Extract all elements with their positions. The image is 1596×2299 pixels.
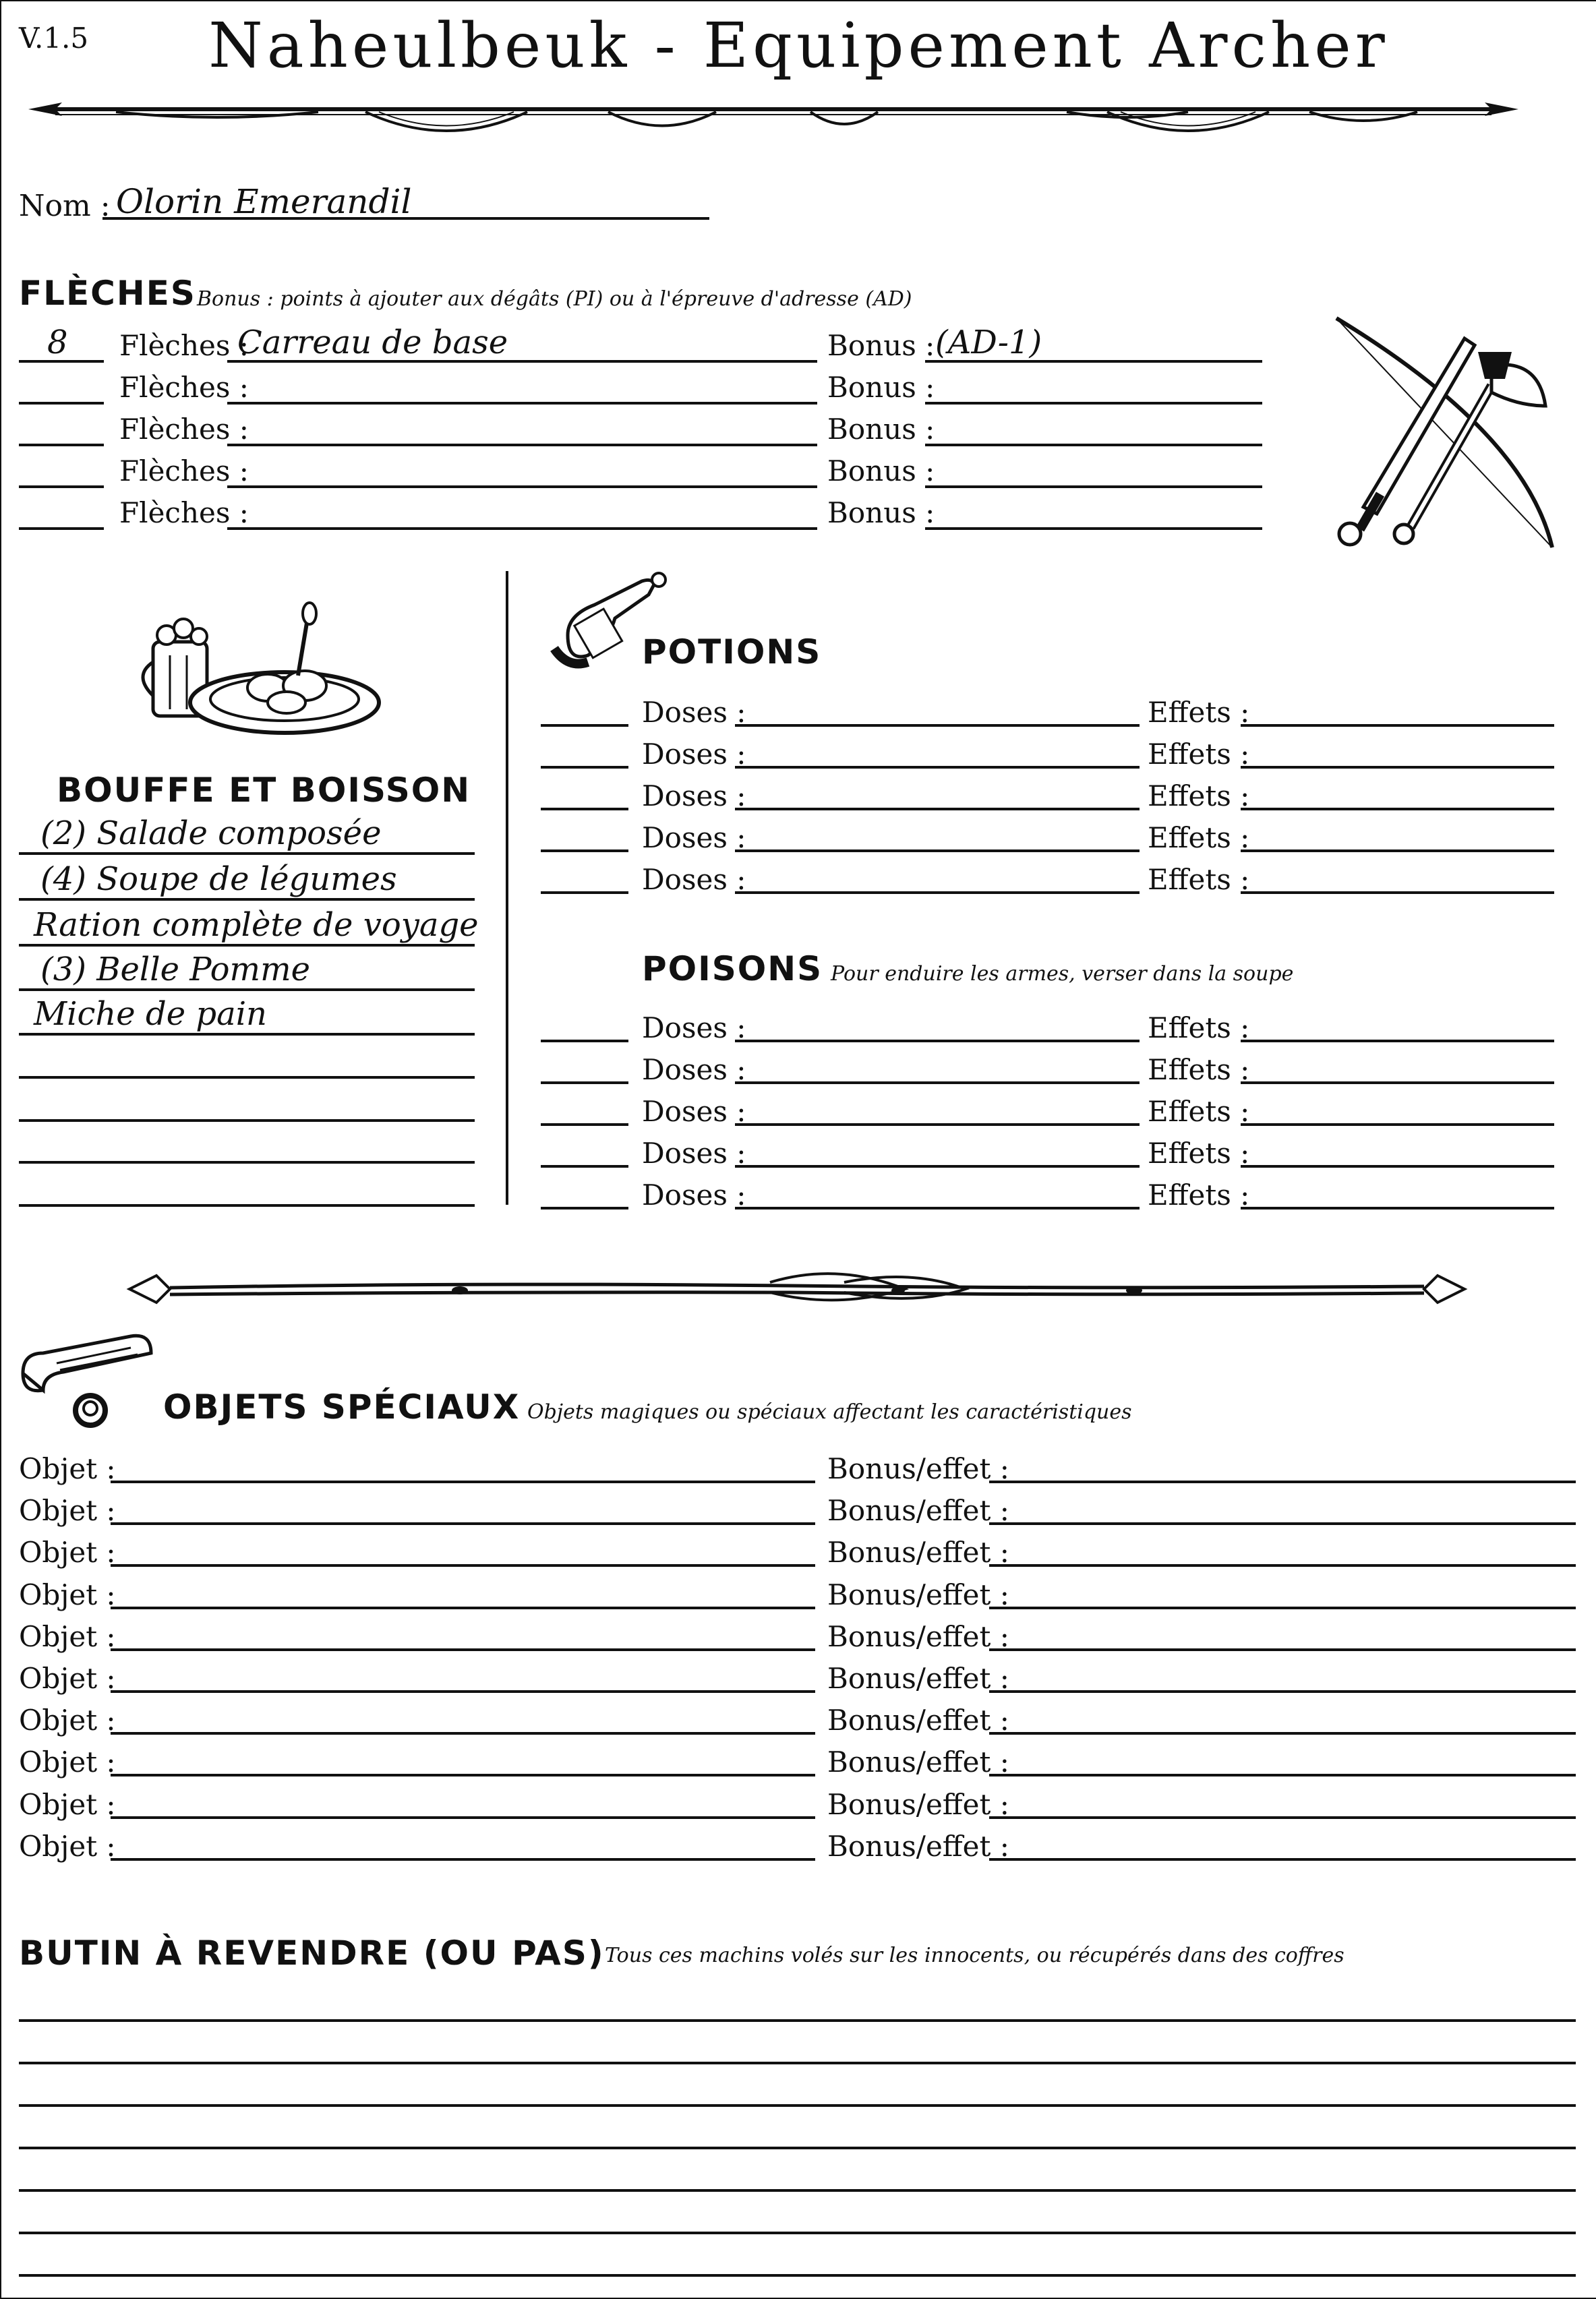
doses-label: Doses : <box>642 738 746 771</box>
doses-field[interactable] <box>735 1040 1140 1042</box>
dose-qty-field[interactable] <box>541 1040 628 1042</box>
arrow-type-field[interactable] <box>227 444 817 446</box>
bonus-effect-field[interactable] <box>989 1607 1576 1609</box>
crossed-weapons-icon <box>1323 311 1579 554</box>
doses-label: Doses : <box>642 696 746 729</box>
food-line[interactable] <box>19 898 475 901</box>
object-label: Objet : <box>19 1662 116 1695</box>
arrow-bonus-label: Bonus : <box>827 413 935 446</box>
effects-field[interactable] <box>1241 724 1554 727</box>
bonus-effect-label: Bonus/effet : <box>827 1704 1009 1737</box>
bonus-effect-label: Bonus/effet : <box>827 1536 1009 1570</box>
doses-field[interactable] <box>735 1165 1140 1168</box>
arrow-bonus-label: Bonus : <box>827 329 935 362</box>
loot-line[interactable] <box>19 2189 1576 2192</box>
dose-qty-field[interactable] <box>541 766 628 769</box>
arrow-qty-value[interactable]: 8 <box>47 324 68 361</box>
food-item[interactable]: Miche de pain <box>34 995 267 1033</box>
food-line[interactable] <box>19 988 475 991</box>
food-line[interactable] <box>19 944 475 947</box>
object-field[interactable] <box>111 1858 815 1861</box>
dose-qty-field[interactable] <box>541 1123 628 1126</box>
food-line[interactable] <box>19 852 475 855</box>
food-item[interactable]: (3) Belle Pomme <box>40 951 310 988</box>
dose-qty-field[interactable] <box>541 849 628 852</box>
object-field[interactable] <box>111 1816 815 1819</box>
loot-line[interactable] <box>19 2147 1576 2149</box>
object-label: Objet : <box>19 1452 116 1485</box>
arrow-bonus-label: Bonus : <box>827 454 935 487</box>
arrow-qty-field[interactable] <box>19 527 104 530</box>
effects-field[interactable] <box>1241 1165 1554 1168</box>
object-label: Objet : <box>19 1829 116 1863</box>
object-field[interactable] <box>111 1607 815 1609</box>
bonus-effect-field[interactable] <box>989 1564 1576 1567</box>
object-field[interactable] <box>111 1481 815 1483</box>
food-line[interactable] <box>19 1033 475 1036</box>
bonus-effect-field[interactable] <box>989 1858 1576 1861</box>
bonus-effect-field[interactable] <box>989 1648 1576 1651</box>
doses-label: Doses : <box>642 1053 746 1086</box>
effects-label: Effets : <box>1148 1137 1250 1170</box>
bonus-effect-field[interactable] <box>989 1816 1576 1819</box>
name-value[interactable]: Olorin Emerandil <box>116 182 412 221</box>
dose-qty-field[interactable] <box>541 724 628 727</box>
arrows-subtitle: Bonus : points à ajouter aux dégâts (PI) ou à l'épreuve d'adresse (AD) <box>197 287 912 311</box>
name-label: Nom : <box>19 189 111 223</box>
special-title: OBJETS SPÉCIAUX <box>163 1387 521 1427</box>
food-line[interactable] <box>19 1119 475 1122</box>
doses-field[interactable] <box>735 766 1140 769</box>
loot-title: BUTIN À REVENDRE (OU PAS) <box>19 1934 605 1973</box>
bonus-effect-label: Bonus/effet : <box>827 1452 1009 1485</box>
effects-label: Effets : <box>1148 1178 1250 1212</box>
arrow-type-field[interactable] <box>227 485 817 488</box>
dose-qty-field[interactable] <box>541 1207 628 1210</box>
loot-line[interactable] <box>19 2062 1576 2064</box>
object-label: Objet : <box>19 1494 116 1528</box>
arrow-type-value[interactable]: Carreau de base <box>237 324 508 361</box>
bonus-effect-label: Bonus/effet : <box>827 1619 1009 1653</box>
bonus-effect-field[interactable] <box>989 1522 1576 1525</box>
bonus-effect-label: Bonus/effet : <box>827 1829 1009 1863</box>
food-item[interactable]: Ration complète de voyage <box>34 906 479 944</box>
poisons-subtitle: Pour enduire les armes, verser dans la soupe <box>831 962 1294 986</box>
effects-field[interactable] <box>1241 1123 1554 1126</box>
loot-subtitle: Tous ces machins volés sur les innocents, ou récupérés dans des coffres <box>605 1944 1344 1967</box>
arrow-qty-field[interactable] <box>19 444 104 446</box>
arrow-type-field[interactable] <box>227 527 817 530</box>
effects-field[interactable] <box>1241 891 1554 894</box>
dose-qty-field[interactable] <box>541 891 628 894</box>
effects-label: Effets : <box>1148 738 1250 771</box>
food-line[interactable] <box>19 1161 475 1164</box>
object-label: Objet : <box>19 1704 116 1737</box>
object-label: Objet : <box>19 1578 116 1611</box>
effects-field[interactable] <box>1241 1081 1554 1084</box>
effects-label: Effets : <box>1148 1095 1250 1128</box>
doses-label: Doses : <box>642 779 746 812</box>
bonus-effect-field[interactable] <box>989 1774 1576 1776</box>
bonus-effect-label: Bonus/effet : <box>827 1787 1009 1821</box>
arrow-qty-field[interactable] <box>19 485 104 488</box>
effects-label: Effets : <box>1148 1053 1250 1086</box>
effects-label: Effets : <box>1148 821 1250 854</box>
object-field[interactable] <box>111 1522 815 1525</box>
dose-qty-field[interactable] <box>541 808 628 810</box>
food-line[interactable] <box>19 1076 475 1079</box>
effects-field[interactable] <box>1241 1207 1554 1210</box>
effects-label: Effets : <box>1148 1011 1250 1044</box>
arrows-title: FLÈCHES <box>19 274 196 313</box>
bonus-effect-label: Bonus/effet : <box>827 1494 1009 1528</box>
food-item[interactable]: (2) Salade composée <box>40 814 382 852</box>
food-title: BOUFFE ET BOISSON <box>57 771 471 810</box>
arrow-qty-field[interactable] <box>19 402 104 405</box>
effects-field[interactable] <box>1241 766 1554 769</box>
arrow-label: Flèches : <box>119 454 249 487</box>
doses-label: Doses : <box>642 821 746 854</box>
arrow-label: Flèches : <box>119 413 249 446</box>
bonus-effect-field[interactable] <box>989 1481 1576 1483</box>
object-field[interactable] <box>111 1564 815 1567</box>
food-line[interactable] <box>19 1204 475 1207</box>
doses-label: Doses : <box>642 1137 746 1170</box>
bonus-effect-label: Bonus/effet : <box>827 1745 1009 1779</box>
doses-field[interactable] <box>735 891 1140 894</box>
loot-line[interactable] <box>19 2019 1576 2022</box>
arrow-divider-icon <box>15 89 1532 150</box>
potions-title: POTIONS <box>642 632 822 671</box>
arrow-type-field[interactable] <box>227 402 817 405</box>
dose-qty-field[interactable] <box>541 1165 628 1168</box>
scroll-ring-icon <box>16 1333 165 1434</box>
object-field[interactable] <box>111 1774 815 1776</box>
arrow-bonus-label: Bonus : <box>827 496 935 529</box>
doses-field[interactable] <box>735 724 1140 727</box>
bonus-effect-field[interactable] <box>989 1690 1576 1693</box>
loot-line[interactable] <box>19 2104 1576 2107</box>
poisons-title: POISONS <box>642 949 823 988</box>
object-label: Objet : <box>19 1619 116 1653</box>
dose-qty-field[interactable] <box>541 1081 628 1084</box>
effects-label: Effets : <box>1148 779 1250 812</box>
doses-label: Doses : <box>642 1011 746 1044</box>
food-platter-icon <box>140 601 382 736</box>
bonus-effect-field[interactable] <box>989 1732 1576 1735</box>
doses-field[interactable] <box>735 1081 1140 1084</box>
staff-divider-icon <box>129 1262 1465 1309</box>
object-field[interactable] <box>111 1690 815 1693</box>
doses-field[interactable] <box>735 1207 1140 1210</box>
effects-label: Effets : <box>1148 863 1250 896</box>
loot-line[interactable] <box>19 2274 1576 2277</box>
arrow-label: Flèches : <box>119 496 249 529</box>
arrow-bonus-value[interactable]: (AD-1) <box>935 324 1042 361</box>
effects-field[interactable] <box>1241 808 1554 810</box>
bonus-effect-label: Bonus/effet : <box>827 1662 1009 1695</box>
effects-field[interactable] <box>1241 849 1554 852</box>
object-label: Objet : <box>19 1536 116 1570</box>
doses-label: Doses : <box>642 1178 746 1212</box>
arrow-bonus-field[interactable] <box>925 485 1262 488</box>
object-label: Objet : <box>19 1787 116 1821</box>
doses-label: Doses : <box>642 1095 746 1128</box>
object-field[interactable] <box>111 1648 815 1651</box>
doses-label: Doses : <box>642 863 746 896</box>
doses-field[interactable] <box>735 808 1140 810</box>
page-title: Naheulbeuk - Equipement Archer <box>208 9 1389 82</box>
arrow-bonus-field[interactable] <box>925 527 1262 530</box>
effects-field[interactable] <box>1241 1040 1554 1042</box>
doses-field[interactable] <box>735 849 1140 852</box>
loot-line[interactable] <box>19 2232 1576 2234</box>
object-field[interactable] <box>111 1732 815 1735</box>
bonus-effect-label: Bonus/effet : <box>827 1578 1009 1611</box>
object-label: Objet : <box>19 1745 116 1779</box>
food-item[interactable]: (4) Soupe de légumes <box>40 860 397 898</box>
arrow-bonus-field[interactable] <box>925 444 1262 446</box>
column-divider <box>506 571 508 1205</box>
arrow-bonus-field[interactable] <box>925 402 1262 405</box>
version-label: V.1.5 <box>19 22 89 55</box>
arrow-label: Flèches : <box>119 329 249 362</box>
arrow-bonus-label: Bonus : <box>827 371 935 404</box>
effects-label: Effets : <box>1148 696 1250 729</box>
special-subtitle: Objets magiques ou spéciaux affectant les caractéristiques <box>527 1400 1132 1424</box>
arrow-label: Flèches : <box>119 371 249 404</box>
doses-field[interactable] <box>735 1123 1140 1126</box>
